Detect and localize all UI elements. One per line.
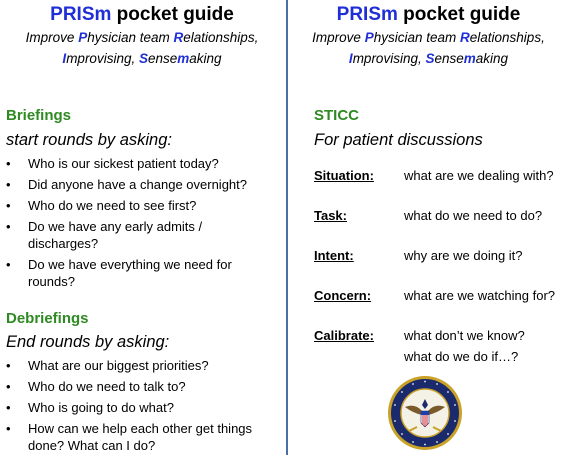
subtitle-initial: S — [138, 51, 148, 66]
subtitle-text: Improve — [312, 30, 365, 45]
list-item: • Who do we need to talk to? — [2, 378, 274, 395]
list-item: • What are our biggest priorities? — [2, 357, 274, 374]
sticc-label: Intent: — [314, 248, 354, 263]
sticc-value: what are we dealing with? — [404, 168, 554, 183]
briefings-intro: start rounds by asking: — [6, 131, 172, 149]
subtitle-initial: R — [460, 30, 470, 45]
sticc-value: what do we need to do? — [404, 208, 543, 223]
sticc-label: Concern: — [314, 288, 372, 303]
list-item: • Who do we need to see first? — [2, 197, 274, 214]
subtitle-text: aking — [189, 51, 222, 66]
left-title-prism: PRISm — [50, 4, 112, 25]
left-title-rest: pocket guide — [111, 4, 234, 25]
list-item: • Did anyone have a change overnight? — [2, 176, 274, 193]
left-title — [0, 4, 284, 26]
subtitle-text: mprovising, — [66, 51, 139, 66]
list-item: • Do we have everything we need for rounds? — [2, 256, 274, 290]
subtitle-initial: I — [348, 51, 353, 66]
subtitle-text: ense — [147, 51, 178, 66]
right-subtitle-line2 — [290, 48, 567, 69]
panel-divider — [286, 0, 288, 455]
right-panel — [290, 0, 567, 455]
list-item: • How can we help each other get things done? What can I do? — [2, 420, 274, 454]
sticc-value: what do we do if…? — [404, 349, 519, 364]
subtitle-initial: P — [78, 30, 88, 45]
sticc-heading: STICC — [314, 107, 359, 124]
subtitle-text: elationships, — [469, 30, 545, 45]
subtitle-initial: S — [425, 51, 435, 66]
list-item: • Do we have any early admits / discharges? — [2, 218, 274, 252]
right-title — [290, 4, 567, 26]
subtitle-text: mprovising, — [352, 51, 426, 66]
left-subtitle-line1 — [0, 27, 284, 48]
right-subtitle-line1 — [290, 27, 567, 48]
sticc-value: what are we watching for? — [404, 288, 556, 303]
left-panel — [0, 0, 284, 455]
subtitle-initial: m — [177, 51, 190, 66]
sticc-value: what don’t we know? — [404, 328, 525, 343]
debriefings-intro: End rounds by asking: — [6, 333, 170, 351]
sticc-label: Calibrate: — [314, 328, 374, 343]
briefings-heading: Briefings — [6, 107, 72, 124]
subtitle-text: hysician team — [87, 30, 174, 45]
subtitle-initial: R — [173, 30, 184, 45]
list-item: • Who is our sickest patient today? — [2, 155, 274, 172]
sticc-label: Task: — [314, 208, 347, 223]
sticc-value: why are we doing it? — [404, 248, 523, 263]
right-title-rest: pocket guide — [397, 4, 521, 25]
department-of-veterans-affairs-seal-icon — [387, 375, 463, 451]
right-subtitle — [290, 27, 567, 69]
subtitle-initial: m — [463, 51, 476, 66]
subtitle-text: aking — [475, 51, 509, 66]
right-title-prism: PRISm — [336, 4, 398, 25]
briefings-list — [2, 155, 274, 294]
left-subtitle — [0, 27, 284, 69]
sticc-label: Situation: — [314, 168, 374, 183]
debriefings-list — [2, 357, 274, 458]
subtitle-text: Improve — [25, 30, 79, 45]
subtitle-text: ense — [434, 51, 464, 66]
sticc-intro: For patient discussions — [314, 131, 483, 149]
left-subtitle-line2 — [0, 48, 284, 69]
subtitle-text: elationships, — [183, 30, 259, 45]
debriefings-heading: Debriefings — [6, 310, 89, 327]
subtitle-initial: I — [62, 51, 67, 66]
subtitle-text: hysician team — [373, 30, 461, 45]
subtitle-initial: P — [364, 30, 374, 45]
list-item: • Who is going to do what? — [2, 399, 274, 416]
